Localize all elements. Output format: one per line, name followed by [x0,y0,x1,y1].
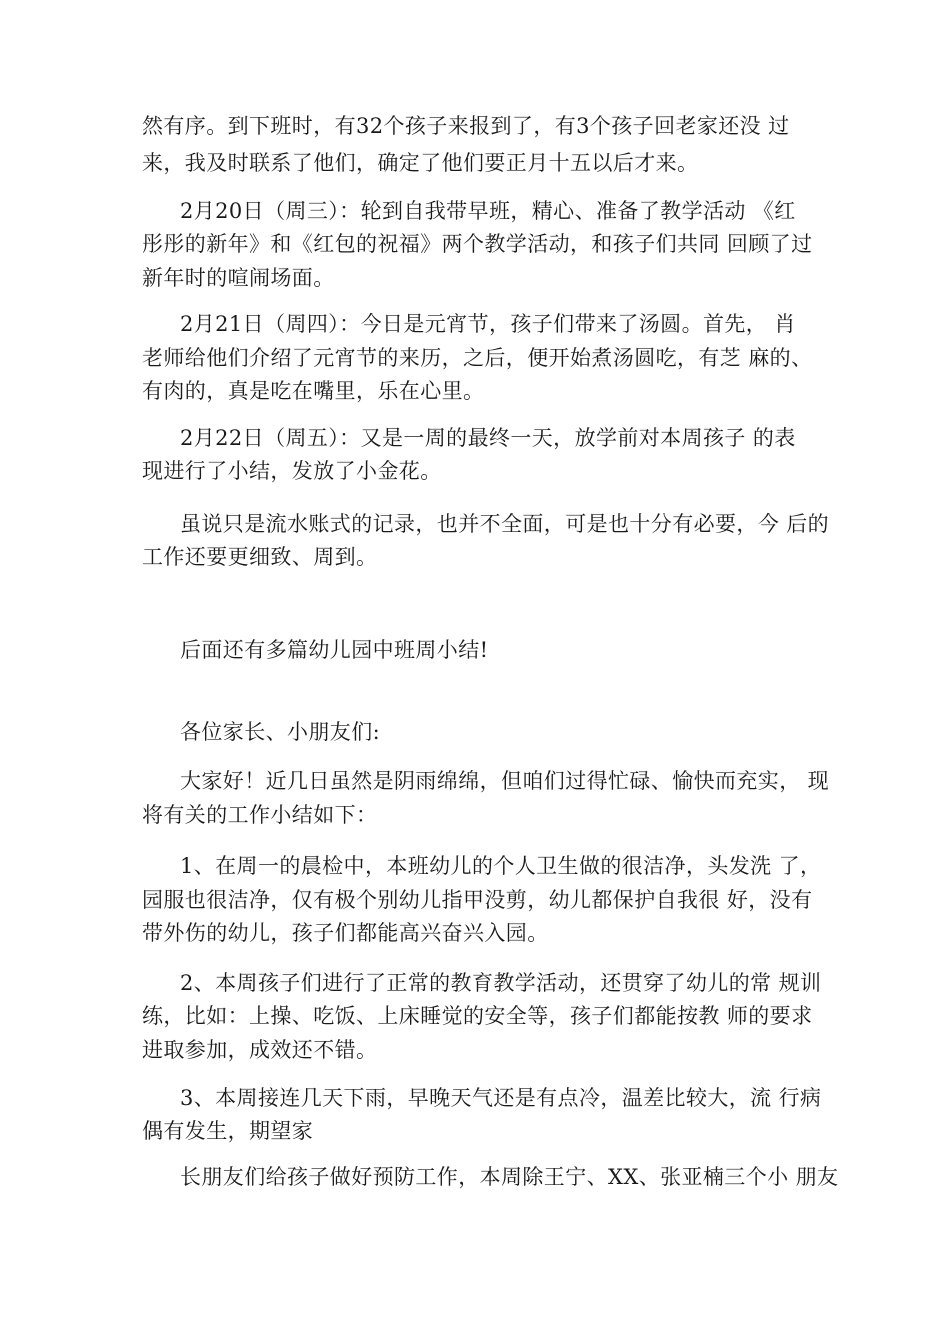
text-line: 大家好！近几日虽然是阴雨绵绵，但咱们过得忙碌、愉快而充实， 现 [180,769,830,793]
text-line: 练，比如：上操、吃饭、上床睡觉的安全等，孩子们都能按教 师的要求 [142,1004,813,1028]
text-line: 来，我及时联系了他们，确定了他们要正月十五以后才来。 [142,151,699,175]
text-line: 偶有发生，期望家 [142,1119,314,1143]
text-line: 2月20日（周三）：轮到自我带早班，精心、准备了教学活动 《红 [180,199,796,223]
text-line: 园服也很洁净，仅有极个别幼儿指甲没剪，幼儿都保护自我很 好，没有 [142,888,813,912]
text-line: 2月22日（周五）：又是一周的最终一天，放学前对本周孩子 的表 [180,426,796,450]
text-line: 虽说只是流水账式的记录，也并不全面，可是也十分有必要，今 后的 [180,512,830,536]
text-line: 彤彤的新年》和《红包的祝福》两个教学活动，和孩子们共同 回顾了过 [142,232,813,256]
text-line: 现进行了小结，发放了小金花。 [142,459,442,483]
text-line: 长朋友们给孩子做好预防工作，本周除王宁、XX、张亚楠三个小 朋友 [180,1165,839,1189]
text-line: 3、本周接连几天下雨，早晚天气还是有点冷，温差比较大，流 行病 [180,1086,822,1110]
text-line: 后面还有多篇幼儿园中班周小结! [180,638,489,662]
text-line: 工作还要更细致、周到。 [142,545,378,569]
text-line: 1、在周一的晨检中，本班幼儿的个人卫生做的很洁净，头发洗 了， [180,854,822,878]
text-line: 2月21日（周四）：今日是元宵节，孩子们带来了汤圆。首先， 肖 [180,312,796,336]
text-line: 新年时的喧闹场面。 [142,266,335,290]
text-line: 有肉的，真是吃在嘴里，乐在心里。 [142,379,485,403]
text-line: 将有关的工作小结如下： [142,803,378,827]
text-line: 老师给他们介绍了元宵节的来历，之后，便开始煮汤圆吃，有芝 麻的、 [142,346,813,370]
text-line: 然有序。到下班时，有32个孩子来报到了，有3个孩子回老家还没 过 [142,114,790,138]
text-line: 进取参加，成效还不错。 [142,1038,378,1062]
text-line: 2、本周孩子们进行了正常的教育教学活动，还贯穿了幼儿的常 规训 [180,971,822,995]
text-line: 各位家长、小朋友们: [180,720,381,744]
text-line: 带外伤的幼儿，孩子们都能高兴奋兴入园。 [142,921,549,945]
